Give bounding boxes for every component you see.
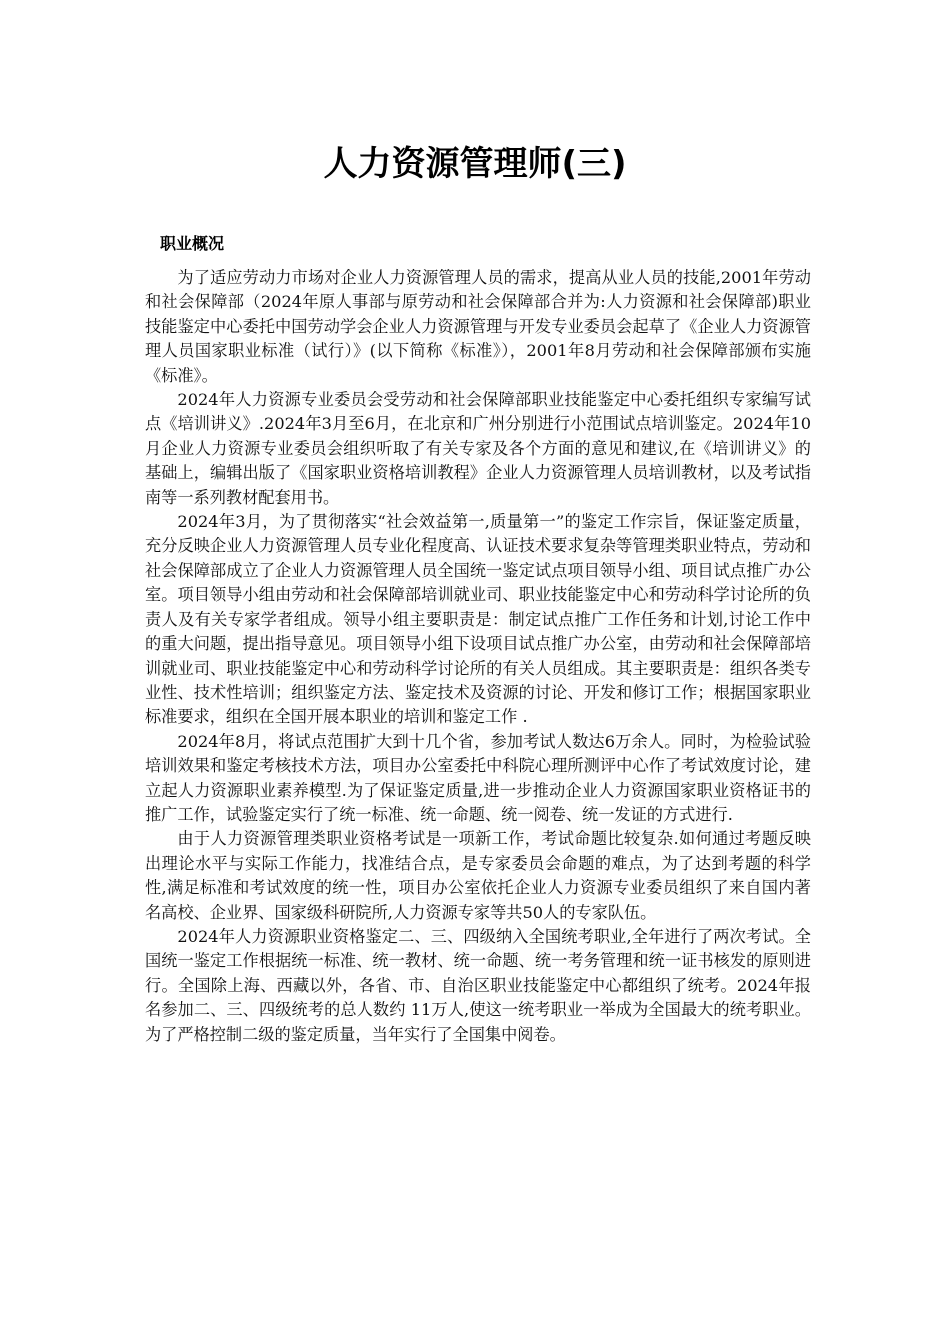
body-paragraph-3: 2024年3月，为了贯彻落实“社会效益第一,质量第一”的鉴定工作宗旨，保证鉴定质量，充分反映企业人力资源管理人员专业化程度高、认证技术要求复杂等管理类职业特点，劳动和社会保障部成立了企业人力资源管理人员全国统一鉴定试点项目领导小组、项目试点推广办公室。项目领导小组由劳动和社会保障部培训就业司、职业技能鉴定中心和劳动科学讨论所的负责人及有关专家学者组成。领导小组主要职责是：制定试点推广工作任务和计划,讨论工作中的重大问题，提出指导意见。项目领导小组下设项目试点推广办公室，由劳动和社会保障部培训就业司、职业技能鉴定中心和劳动科学讨论所的有关人员组成。其主要职责是：组织各类专业性、技术性培训；组织鉴定方法、鉴定技术及资源的讨论、开发和修订工作；根据国家职业标准要求，组织在全国开展本职业的培训和鉴定工作 . [145,512,811,727]
document-body [145,266,811,1047]
body-paragraph-1: 为了适应劳动力市场对企业人力资源管理人员的需求，提高从业人员的技能,2001年劳动和社会保障部（2024年原人事部与原劳动和社会保障部合并为:人力资源和社会保障部)职业技能鉴定中心委托中国劳动学会企业人力资源管理与开发专业委员会起草了《企业人力资源管理人员国家职业标准（试行）》(以下简称《标准》），2001年8月劳动和社会保障部颁布实施《标准》。 [145,268,811,385]
body-paragraph-5: 由于人力资源管理类职业资格考试是一项新工作，考试命题比较复杂.如何通过考题反映出理论水平与实际工作能力，找准结合点，是专家委员会命题的难点，为了达到考题的科学性,满足标准和考试效度的统一性，项目办公室依托企业人力资源专业委员组织了来自国内著名高校、企业界、国家级科研院所,人力资源专家等共50人的专家队伍。 [145,829,811,922]
body-paragraph-6: 2024年人力资源职业资格鉴定二、三、四级纳入全国统考职业,全年进行了两次考试。全国统一鉴定工作根据统一标准、统一教材、统一命题、统一考务管理和统一证书核发的原则进行。全国除上海、西藏以外，各省、市、自治区职业技能鉴定中心都组织了统考。2024年报名参加二、三、四级统考的总人数约 11万人,使这一统考职业一举成为全国最大的统考职业。为了严格控制二级的鉴定质量，当年实行了全国集中阅卷。 [145,926,811,1044]
body-paragraph-2: 2024年人力资源专业委员会受劳动和社会保障部职业技能鉴定中心委托组织专家编写试点《培训讲义》.2024年3月至6月，在北京和广州分别进行小范围试点培训鉴定。2024年10月企业人力资源专业委员会组织听取了有关专家及各个方面的意见和建议,在《培训讲义》的基础上，编辑出版了《国家职业资格培训教程》企业人力资源管理人员培训教材，以及考试指南等一系列教材配套用书。 [145,390,811,507]
section-heading: 职业概况 [160,234,225,253]
document-title: 人力资源管理师(三) [323,144,627,184]
body-paragraph-4: 2024年8月，将试点范围扩大到十几个省，参加考试人数达6万余人。同时，为检验试验培训效果和鉴定考核技术方法，项目办公室委托中科院心理所测评中心作了考试效度讨论，建立起人力资源职业素养模型.为了保证鉴定质量,进一步推动企业人力资源国家职业资格证书的推广工作，试验鉴定实行了统一标准、统一命题、统一阅卷、统一发证的方式进行. [145,731,811,824]
